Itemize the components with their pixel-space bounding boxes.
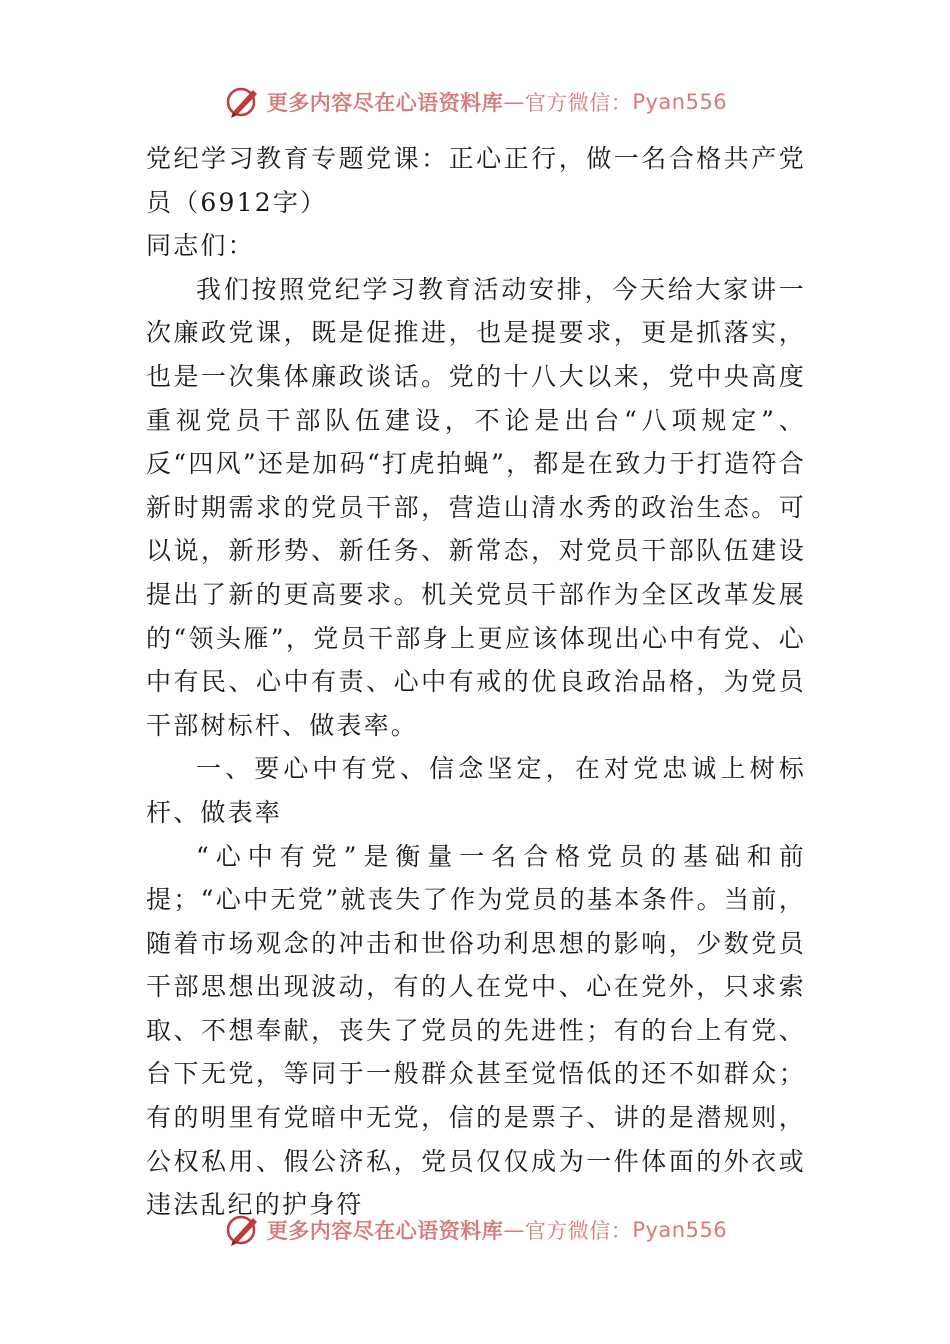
pen-logo-icon	[223, 1210, 263, 1250]
document-title: 党纪学习教育专题党课：正心正行，做一名合格共产党员（6912字）	[146, 144, 806, 217]
section-heading-1: 一、要心中有党、信念坚定，在对党忠诚上树标杆、做表率	[146, 754, 806, 827]
banner-site-text: 更多内容尽在心语资料库	[266, 1219, 504, 1243]
banner-wechat-label: 官方微信：	[524, 1219, 633, 1243]
banner-wechat-id: Pyan556	[632, 90, 728, 114]
paragraph-intro: 我们按照党纪学习教育活动安排，今天给大家讲一次廉政党课，既是促推进，也是提要求，更是抓落实，也是一次集体廉政谈话。党的十八大以来，党中央高度重视党员干部队伍建设，不论是出台“八项规定”、反“四风”还是加码“打虎拍蝇”，都是在致力于打造符合新时期需求的党员干部，营造山清水秀的政治生态。可以说，新形势、新任务、新常态，对党员干部队伍建设提出了新的更高要求。机关党员干部作为全区改革发展的“领头雁”，党员干部身上更应该体现出心中有党、心中有民、心中有责、心中有戒的优良政治品格，为党员干部树标杆、做表率。	[146, 274, 806, 740]
banner-separator: —	[503, 1218, 525, 1242]
footer-banner	[0, 1208, 950, 1252]
banner-separator: —	[503, 90, 525, 114]
header-banner	[0, 80, 950, 124]
banner-wechat-label: 官方微信：	[524, 91, 633, 115]
document-body	[146, 137, 806, 1227]
pen-logo-icon	[223, 82, 263, 122]
banner-site-text: 更多内容尽在心语资料库	[266, 91, 504, 115]
salutation: 同志们：	[146, 231, 255, 261]
paragraph-section-1: “心中有党”是衡量一名合格党员的基础和前提；“心中无党”就丧失了作为党员的基本条件。当前，随着市场观念的冲击和世俗功利思想的影响，少数党员干部思想出现波动，有的人在党中、心在党外，只求索取、不想奉献，丧失了党员的先进性；有的台上有党、台下无党，等同于一般群众甚至觉悟低的还不如群众；有的明里有党暗中无党，信的是票子、讲的是潜规则，公权私用、假公济私，党员仅仅成为一件体面的外衣或违法乱纪的护身符	[146, 841, 806, 1220]
banner-wechat-id: Pyan556	[632, 1218, 728, 1242]
